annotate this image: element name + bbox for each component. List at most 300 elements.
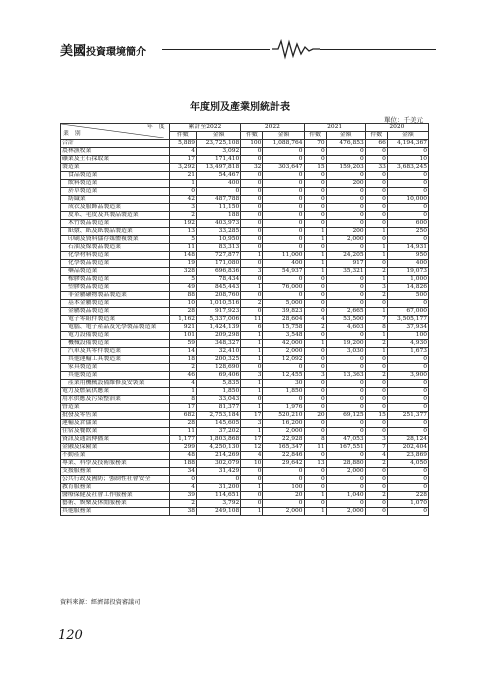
- industry-label: 公共行政及國防；強制性社會安全: [61, 476, 170, 484]
- industry-label: 汽車及其零件製造業: [61, 348, 170, 356]
- amount-cell: 1,070: [387, 500, 428, 508]
- count-cell: 1: [241, 252, 263, 260]
- industry-label: 成衣及服飾品製造業: [61, 204, 170, 212]
- count-cell: 1: [365, 332, 387, 340]
- amount-cell: 31,429: [197, 468, 241, 476]
- amount-cell: 0: [387, 484, 428, 492]
- count-cell: 4: [169, 148, 196, 156]
- count-cell: 1: [241, 508, 263, 516]
- count-cell: 11: [169, 428, 196, 436]
- count-cell: 70: [304, 140, 326, 148]
- table-row: [61, 292, 429, 300]
- count-cell: 17: [169, 156, 196, 164]
- amount-cell: 145,605: [197, 420, 241, 428]
- count-cell: 682: [169, 412, 196, 420]
- count-cell: 0: [304, 204, 326, 212]
- count-cell: 0: [304, 180, 326, 188]
- count-cell: 192: [169, 220, 196, 228]
- count-cell: 1: [241, 428, 263, 436]
- count-cell: 5,889: [169, 140, 196, 148]
- count-cell: 11: [304, 444, 326, 452]
- count-cell: 3: [241, 372, 263, 380]
- table-row: [61, 372, 429, 380]
- table-row: [61, 500, 429, 508]
- header-brand: [60, 40, 146, 59]
- count-cell: 1: [241, 356, 263, 364]
- count-cell: 0: [241, 212, 263, 220]
- count-cell: 0: [304, 276, 326, 284]
- amount-cell: 0: [326, 292, 365, 300]
- industry-label: 電力設備製造業: [61, 332, 170, 340]
- amount-header: 金額: [387, 132, 428, 140]
- count-cell: 18: [169, 356, 196, 364]
- amount-cell: 0: [326, 404, 365, 412]
- table-row: [61, 204, 429, 212]
- count-cell: 0: [241, 308, 263, 316]
- count-cell: 0: [241, 244, 263, 252]
- count-cell: 0: [365, 220, 387, 228]
- amount-cell: 0: [263, 172, 304, 180]
- count-cell: 5: [169, 236, 196, 244]
- count-cell: 0: [241, 180, 263, 188]
- count-cell: 0: [365, 364, 387, 372]
- amount-cell: 4,194,367: [387, 140, 428, 148]
- amount-cell: 67,000: [387, 308, 428, 316]
- count-cell: 0: [304, 332, 326, 340]
- count-cell: 0: [304, 348, 326, 356]
- count-cell: 0: [365, 204, 387, 212]
- count-cell: 0: [241, 492, 263, 500]
- amount-cell: 0: [387, 364, 428, 372]
- amount-cell: 2,753,184: [197, 412, 241, 420]
- table-row: [61, 172, 429, 180]
- amount-cell: 214,269: [197, 452, 241, 460]
- amount-cell: 2,000: [326, 468, 365, 476]
- industry-label: 電子零組件製造業: [61, 316, 170, 324]
- count-cell: 328: [169, 268, 196, 276]
- amount-cell: 33,043: [197, 396, 241, 404]
- amount-cell: 0: [326, 452, 365, 460]
- amount-header: 金額: [326, 132, 365, 140]
- count-cell: 0: [365, 260, 387, 268]
- table-row: [61, 340, 429, 348]
- industry-label: 紙漿、紙及紙製品製造業: [61, 228, 170, 236]
- count-cell: 0: [365, 500, 387, 508]
- amount-cell: 1,424,139: [197, 324, 241, 332]
- amount-cell: 10,000: [387, 196, 428, 204]
- amount-cell: 348,327: [197, 340, 241, 348]
- amount-cell: 28,880: [326, 460, 365, 468]
- table-row: [61, 508, 429, 516]
- industry-label: 橡膠製品製造業: [61, 276, 170, 284]
- count-cell: 0: [304, 404, 326, 412]
- amount-cell: 0: [387, 300, 428, 308]
- count-cell: 0: [304, 220, 326, 228]
- header-brand-small: 投資環境簡介: [86, 47, 147, 58]
- industry-label: 電腦、電子產品及光學製品製造業: [61, 324, 170, 332]
- table-row: [61, 196, 429, 204]
- amount-cell: 0: [326, 500, 365, 508]
- count-cell: 0: [241, 260, 263, 268]
- count-cell: 20: [304, 412, 326, 420]
- amount-cell: 33,285: [197, 228, 241, 236]
- amount-cell: 2,000: [326, 508, 365, 516]
- amount-cell: 0: [387, 468, 428, 476]
- table-title: 年度別及產業別統計表: [190, 102, 290, 113]
- count-cell: 0: [169, 476, 196, 484]
- count-cell: 0: [241, 364, 263, 372]
- count-cell: 88: [169, 292, 196, 300]
- amount-cell: 3,505,177: [387, 316, 428, 324]
- amount-cell: 0: [263, 276, 304, 284]
- count-cell: 0: [169, 188, 196, 196]
- count-cell: 0: [304, 388, 326, 396]
- amount-cell: 4,603: [326, 324, 365, 332]
- count-cell: 0: [365, 396, 387, 404]
- industry-label: 農林漁牧業: [61, 148, 170, 156]
- amount-cell: 2,000: [263, 508, 304, 516]
- amount-cell: 171,080: [197, 260, 241, 268]
- count-cell: 1: [304, 252, 326, 260]
- amount-cell: 165,347: [263, 444, 304, 452]
- amount-cell: 1,976: [263, 404, 304, 412]
- count-cell: 4: [365, 452, 387, 460]
- count-cell: 15: [304, 164, 326, 172]
- count-cell: 2: [169, 364, 196, 372]
- count-cell: 39: [169, 492, 196, 500]
- count-cell: 0: [304, 284, 326, 292]
- count-cell: 2: [169, 212, 196, 220]
- table-row: [61, 156, 429, 164]
- table-row: [61, 332, 429, 340]
- year-header: 累計至2022: [169, 124, 241, 132]
- table-row: [61, 188, 429, 196]
- amount-cell: 0: [326, 396, 365, 404]
- industry-label: 木竹製品製造業: [61, 220, 170, 228]
- amount-cell: 37,934: [387, 324, 428, 332]
- count-cell: 1,162: [169, 316, 196, 324]
- industry-label: 住宿及餐飲業: [61, 428, 170, 436]
- count-cell: 1: [304, 508, 326, 516]
- amount-cell: 0: [387, 396, 428, 404]
- amount-cell: 0: [263, 220, 304, 228]
- amount-cell: 0: [387, 380, 428, 388]
- count-cell: 0: [365, 388, 387, 396]
- count-cell: 1: [365, 228, 387, 236]
- industry-label: 石油及煤製品製造業: [61, 244, 170, 252]
- count-cell: 299: [169, 444, 196, 452]
- amount-cell: 54,937: [263, 268, 304, 276]
- count-cell: 3,292: [169, 164, 196, 172]
- count-cell: 0: [241, 468, 263, 476]
- count-cell: 1: [304, 236, 326, 244]
- count-cell: 5: [169, 276, 196, 284]
- table-row: [61, 484, 429, 492]
- count-cell: 0: [304, 188, 326, 196]
- amount-cell: 23,869: [387, 452, 428, 460]
- count-cell: 0: [304, 468, 326, 476]
- count-cell: 0: [241, 196, 263, 204]
- count-cell: 17: [241, 436, 263, 444]
- amount-cell: 3,792: [197, 500, 241, 508]
- table-row: [61, 444, 429, 452]
- count-cell: 0: [365, 380, 387, 388]
- count-cell: 1: [241, 284, 263, 292]
- count-cell: 1: [304, 228, 326, 236]
- table-row: [61, 308, 429, 316]
- count-header: 件數: [365, 132, 387, 140]
- amount-cell: 53,500: [326, 316, 365, 324]
- industry-label: 其他製造業: [61, 372, 170, 380]
- count-header: 件數: [304, 132, 326, 140]
- page-number: 120: [58, 628, 83, 643]
- amount-cell: 0: [387, 148, 428, 156]
- amount-cell: 1,850: [197, 388, 241, 396]
- amount-cell: 22,846: [263, 452, 304, 460]
- count-cell: 0: [365, 196, 387, 204]
- amount-cell: 400: [263, 260, 304, 268]
- amount-cell: 32,410: [197, 348, 241, 356]
- industry-label: 營造業: [61, 404, 170, 412]
- count-cell: 3: [241, 268, 263, 276]
- count-cell: 1: [365, 252, 387, 260]
- table-row: [61, 388, 429, 396]
- count-cell: 0: [241, 396, 263, 404]
- amount-cell: 845,443: [197, 284, 241, 292]
- industry-label: 藝術、娛樂及休閒服務業: [61, 500, 170, 508]
- table-row: [61, 284, 429, 292]
- count-cell: 0: [365, 148, 387, 156]
- industry-label: 醫療保健及社會工作服務業: [61, 492, 170, 500]
- amount-cell: 200: [326, 228, 365, 236]
- count-cell: 32: [241, 164, 263, 172]
- amount-cell: 476,853: [326, 140, 365, 148]
- amount-cell: 0: [326, 476, 365, 484]
- table-body: [61, 140, 429, 516]
- table-row: [61, 468, 429, 476]
- count-cell: 0: [365, 508, 387, 516]
- table-row: [61, 492, 429, 500]
- count-cell: 0: [365, 476, 387, 484]
- count-cell: 4: [241, 452, 263, 460]
- amount-cell: 0: [326, 380, 365, 388]
- amount-cell: 208,760: [197, 292, 241, 300]
- count-cell: 1: [241, 404, 263, 412]
- table-row: [61, 268, 429, 276]
- amount-cell: 0: [387, 476, 428, 484]
- amount-cell: 3,092: [197, 148, 241, 156]
- amount-cell: 0: [326, 172, 365, 180]
- count-cell: 6: [241, 324, 263, 332]
- count-cell: 0: [304, 172, 326, 180]
- industry-label: 其他運輸工具製造業: [61, 356, 170, 364]
- amount-cell: 0: [326, 332, 365, 340]
- count-cell: 0: [241, 500, 263, 508]
- amount-cell: 0: [263, 292, 304, 300]
- amount-cell: 42,000: [263, 340, 304, 348]
- amount-cell: 0: [197, 188, 241, 196]
- count-cell: 148: [169, 252, 196, 260]
- count-cell: 46: [169, 372, 196, 380]
- count-cell: 3: [365, 284, 387, 292]
- amount-cell: 917,923: [197, 308, 241, 316]
- count-cell: 0: [304, 380, 326, 388]
- amount-cell: 2,000: [263, 348, 304, 356]
- amount-cell: 1,010,516: [197, 300, 241, 308]
- count-cell: 1: [169, 180, 196, 188]
- table-row: [61, 148, 429, 156]
- amount-cell: 0: [387, 172, 428, 180]
- count-cell: 1: [304, 340, 326, 348]
- amount-cell: 69,125: [326, 412, 365, 420]
- industry-label: 皮革、毛皮及其製品製造業: [61, 212, 170, 220]
- industry-label: 其他服務業: [61, 508, 170, 516]
- table-row: [61, 436, 429, 444]
- count-cell: 7: [365, 444, 387, 452]
- amount-cell: 0: [263, 196, 304, 204]
- table-row: [61, 428, 429, 436]
- count-cell: 0: [304, 196, 326, 204]
- amount-cell: 0: [326, 364, 365, 372]
- count-cell: 13: [304, 460, 326, 468]
- amount-cell: 0: [387, 188, 428, 196]
- count-cell: 8: [365, 324, 387, 332]
- count-cell: 0: [365, 420, 387, 428]
- amount-cell: 1,803,868: [197, 436, 241, 444]
- count-cell: 0: [304, 500, 326, 508]
- amount-cell: 1,850: [263, 388, 304, 396]
- amount-cell: 0: [263, 156, 304, 164]
- count-cell: 0: [241, 228, 263, 236]
- count-cell: 0: [365, 356, 387, 364]
- industry-label: 家具製造業: [61, 364, 170, 372]
- count-cell: 1: [365, 308, 387, 316]
- amount-cell: 11,150: [197, 204, 241, 212]
- count-cell: 1: [365, 276, 387, 284]
- count-cell: 1: [304, 492, 326, 500]
- amount-cell: 249,108: [197, 508, 241, 516]
- amount-cell: 3,548: [263, 332, 304, 340]
- amount-cell: 4,050: [387, 460, 428, 468]
- corner-header-cell: [61, 124, 170, 140]
- amount-cell: 0: [326, 196, 365, 204]
- count-cell: 3: [365, 436, 387, 444]
- count-header: 件數: [169, 132, 196, 140]
- amount-cell: 0: [263, 188, 304, 196]
- count-cell: 1: [169, 388, 196, 396]
- count-cell: 2: [365, 460, 387, 468]
- count-cell: 0: [365, 212, 387, 220]
- unit-label: 單位：千美元: [384, 116, 423, 124]
- count-cell: 0: [365, 468, 387, 476]
- count-cell: 28: [169, 308, 196, 316]
- amount-cell: 83,313: [197, 244, 241, 252]
- count-cell: 0: [304, 484, 326, 492]
- count-cell: 1: [241, 348, 263, 356]
- amount-cell: 3,683,245: [387, 164, 428, 172]
- year-header: 2021: [304, 124, 365, 132]
- amount-cell: 0: [263, 468, 304, 476]
- amount-cell: 10: [387, 156, 428, 164]
- count-cell: 14: [169, 348, 196, 356]
- amount-cell: 917: [326, 260, 365, 268]
- amount-cell: 19,073: [387, 268, 428, 276]
- count-cell: 0: [304, 156, 326, 164]
- count-cell: 2: [365, 340, 387, 348]
- count-cell: 0: [304, 452, 326, 460]
- count-cell: 1: [241, 332, 263, 340]
- amount-cell: 2,000: [263, 428, 304, 436]
- count-cell: 0: [241, 276, 263, 284]
- count-cell: 0: [304, 212, 326, 220]
- amount-cell: 202,404: [387, 444, 428, 452]
- industry-label: 機械設備製造業: [61, 340, 170, 348]
- industry-label: 基本金屬製造業: [61, 300, 170, 308]
- amount-cell: 400: [387, 260, 428, 268]
- amount-cell: 13,497,818: [197, 164, 241, 172]
- amount-cell: 114,651: [197, 492, 241, 500]
- amount-cell: 0: [263, 364, 304, 372]
- amount-cell: 0: [387, 236, 428, 244]
- count-cell: 10: [169, 300, 196, 308]
- amount-cell: 0: [326, 484, 365, 492]
- count-cell: 3: [241, 420, 263, 428]
- count-cell: 34: [169, 468, 196, 476]
- amount-cell: 0: [326, 276, 365, 284]
- count-cell: 28: [169, 420, 196, 428]
- count-cell: 1: [304, 260, 326, 268]
- table-row: [61, 236, 429, 244]
- amount-cell: 47,053: [326, 436, 365, 444]
- count-cell: 8: [169, 396, 196, 404]
- count-cell: 17: [169, 404, 196, 412]
- corner-top-label: 年 度: [146, 124, 165, 130]
- count-cell: 1: [365, 244, 387, 252]
- amount-cell: 0: [326, 204, 365, 212]
- table-row: [61, 212, 429, 220]
- amount-cell: 5,000: [263, 300, 304, 308]
- table-row: [61, 252, 429, 260]
- table-row: [61, 164, 429, 172]
- table-row: [61, 276, 429, 284]
- amount-cell: 69,406: [197, 372, 241, 380]
- count-cell: 66: [365, 140, 387, 148]
- count-cell: 33: [365, 164, 387, 172]
- amount-cell: 22,928: [263, 436, 304, 444]
- amount-cell: 950: [387, 252, 428, 260]
- count-cell: 2: [365, 492, 387, 500]
- industry-label: 用水供應及污染整治業: [61, 396, 170, 404]
- count-cell: 0: [304, 300, 326, 308]
- amount-cell: 23,725,108: [197, 140, 241, 148]
- industry-label: 電力及燃氣供應業: [61, 388, 170, 396]
- count-cell: 13: [169, 228, 196, 236]
- amount-cell: 0: [263, 244, 304, 252]
- year-header: 2022: [241, 124, 304, 132]
- amount-cell: 37,202: [197, 428, 241, 436]
- industry-label: 金屬製品製造業: [61, 308, 170, 316]
- industry-label: 專業、科學及技術服務業: [61, 460, 170, 468]
- amount-cell: 4,930: [387, 340, 428, 348]
- industry-label: 紡織業: [61, 196, 170, 204]
- industry-label: 礦業及土石採取業: [61, 156, 170, 164]
- table-row: [61, 476, 429, 484]
- amount-cell: 500: [387, 292, 428, 300]
- count-cell: 0: [365, 404, 387, 412]
- count-cell: 0: [365, 188, 387, 196]
- amount-cell: 28,604: [263, 316, 304, 324]
- amount-cell: 5,835: [197, 380, 241, 388]
